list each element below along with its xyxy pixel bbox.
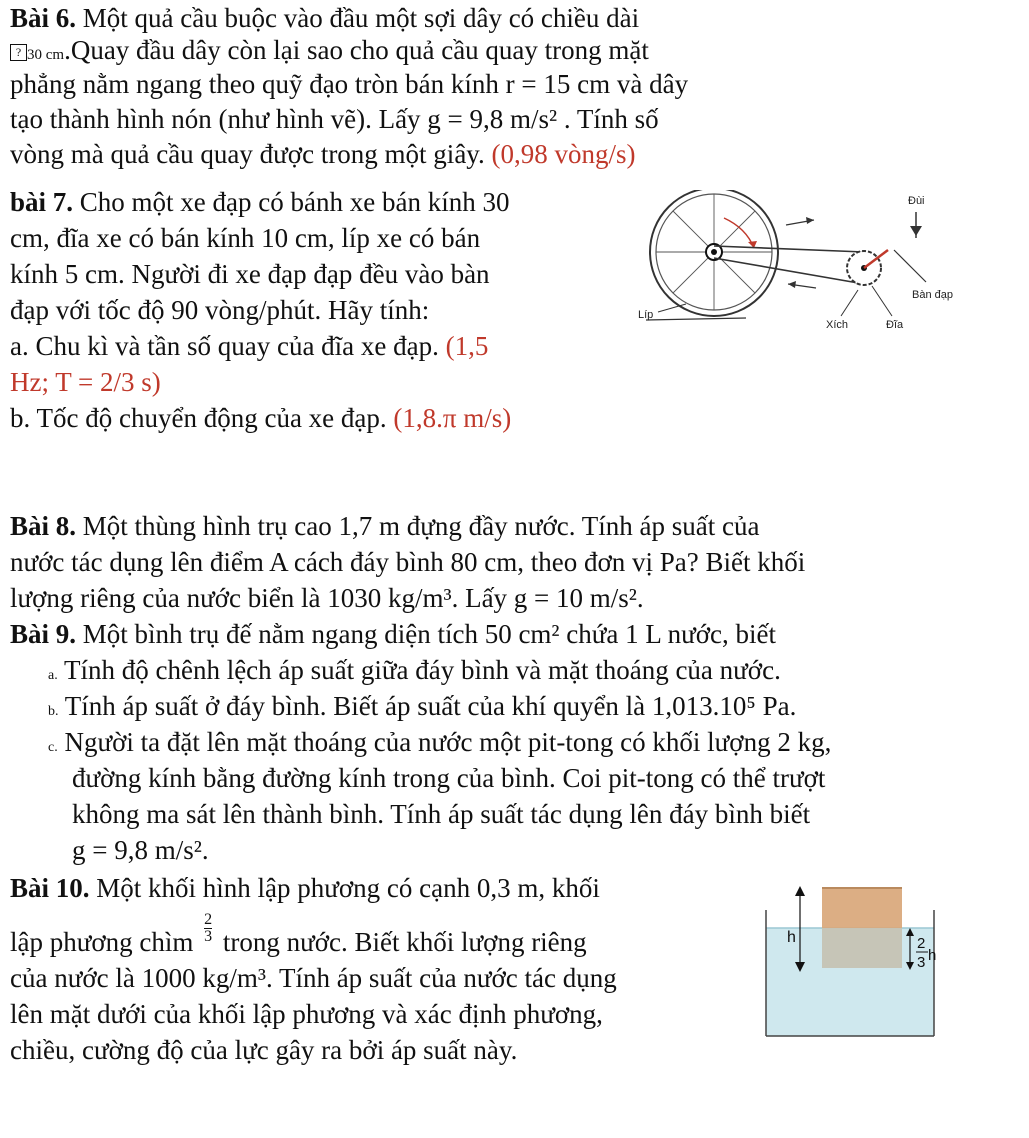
b9-line-c4: g = 9,8 m/s². bbox=[72, 835, 209, 865]
arrow-up-icon bbox=[795, 886, 805, 896]
label-h: h bbox=[787, 929, 796, 946]
b10-title: Bài 10. bbox=[10, 873, 90, 903]
b9-line1 bbox=[10, 618, 776, 651]
b9-text-c1: Người ta đặt lên mặt thoáng của nước một pit-tong có khối lượng 2 kg, bbox=[57, 727, 832, 757]
b8-line1 bbox=[10, 510, 759, 543]
b9-mark-b: b. bbox=[48, 704, 59, 719]
b7-answer-a-2: Hz; T = 2/3 s) bbox=[10, 367, 161, 397]
frame-line bbox=[646, 318, 746, 320]
chain-top bbox=[714, 246, 864, 252]
b10-line1 bbox=[10, 872, 600, 905]
b8-line2: nước tác dụng lên điểm A cách đáy bình 80 cm, theo đơn vị Pa? Biết khối bbox=[10, 547, 806, 577]
b9-title: Bài 9. bbox=[10, 619, 77, 649]
b9-mark-c: c. bbox=[48, 740, 58, 755]
b7-line2: cm, đĩa xe có bán kính 10 cm, líp xe có bán bbox=[10, 223, 481, 253]
b10-text-2a: lập phương chìm bbox=[10, 927, 201, 957]
b7-line-b bbox=[10, 402, 511, 435]
b10-line4: lên mặt dưới của khối lập phương và xác định phương, bbox=[10, 999, 603, 1029]
b6-answer: (0,98 vòng/s) bbox=[491, 139, 636, 169]
b10-line5: chiều, cường độ của lực gây ra bởi áp suất này. bbox=[10, 1035, 518, 1065]
b7-line4: đạp với tốc độ 90 vòng/phút. Hãy tính: bbox=[10, 295, 430, 325]
label-frac-h: h bbox=[928, 947, 937, 964]
b6-text-2: .Quay đầu dây còn lại sao cho quả cầu quay trong mặt bbox=[64, 35, 649, 65]
down-arrow-icon bbox=[910, 226, 922, 236]
b8-line3: lượng riêng của nước biển là 1030 kg/m³. Lấy g = 10 m/s². bbox=[10, 583, 644, 613]
b7-text-1: Cho một xe đạp có bánh xe bán kính 30 bbox=[73, 187, 510, 217]
b10-text-2b: trong nước. Biết khối lượng riêng bbox=[216, 927, 587, 957]
b8-text-1: Một thùng hình trụ cao 1,7 m đựng đầy nước. Tính áp suất của bbox=[76, 511, 760, 541]
b7-answer-a-1: (1,5 bbox=[445, 331, 489, 361]
b10-line3: của nước là 1000 kg/m³. Tính áp suất của nước tác dụng bbox=[10, 963, 617, 993]
b6-text-5: vòng mà quả cầu quay được trong một giây. bbox=[10, 139, 492, 169]
b6-line3: phẳng nằm ngang theo quỹ đạo tròn bán kính r = 15 cm và dây bbox=[10, 69, 689, 99]
frac-num: 2 bbox=[204, 911, 213, 929]
b9-line-c3: không ma sát lên thành bình. Tính áp suất tác dụng lên đáy bình biết bbox=[72, 799, 811, 829]
b7-line1 bbox=[10, 186, 509, 219]
b9-line-b bbox=[48, 690, 796, 728]
b6-title: Bài 6. bbox=[10, 3, 77, 33]
pedal-arrow bbox=[894, 250, 926, 282]
label-frac-num: 2 bbox=[917, 935, 926, 952]
label-frac-den: 3 bbox=[917, 954, 926, 971]
b9-text-a: Tính độ chênh lệch áp suất giữa đáy bình và mặt thoáng của nước. bbox=[57, 655, 781, 685]
b7-answer-b: (1,8.π m/s) bbox=[393, 403, 512, 433]
b6-line4: tạo thành hình nón (như hình vẽ). Lấy g = 9,8 m/s² . Tính số bbox=[10, 104, 659, 134]
label-pedal: Bàn đạp bbox=[912, 289, 953, 301]
b9-line-a bbox=[48, 654, 781, 692]
b7-question-a: a. Chu kì và tần số quay của đĩa xe đạp. bbox=[10, 331, 446, 361]
b7-title: bài 7. bbox=[10, 187, 74, 217]
b9-text-1: Một bình trụ đế nằm ngang diện tích 50 cm² chứa 1 L nước, biết bbox=[76, 619, 776, 649]
b10-text-1: Một khối hình lập phương có cạnh 0,3 m, khối bbox=[89, 873, 600, 903]
b7-line-a bbox=[10, 330, 488, 363]
b6-line1 bbox=[10, 2, 639, 35]
b6-text-1: Một quả cầu buộc vào đầu một sợi dây có chiều dài bbox=[76, 3, 640, 33]
b7-question-b: b. Tốc độ chuyển động của xe đạp. bbox=[10, 403, 394, 433]
b9-line-c2: đường kính bằng đường kính trong của bình. Coi pit-tong có thể trượt bbox=[72, 763, 826, 793]
label-sprocket: Líp bbox=[638, 309, 654, 321]
label-chain: Xích bbox=[826, 319, 849, 331]
b6-length-label: 30 cm bbox=[27, 47, 65, 63]
b9-line-c bbox=[48, 726, 831, 764]
fraction-two-thirds bbox=[204, 912, 212, 945]
label-seat: Đùi bbox=[908, 195, 925, 207]
b8-title: Bài 8. bbox=[10, 511, 77, 541]
b9-text-b: Tính áp suất ở đáy bình. Biết áp suất của khí quyển là 1,013.10⁵ Pa. bbox=[58, 691, 797, 721]
bicycle-diagram bbox=[636, 190, 976, 340]
chain-bottom bbox=[714, 258, 864, 284]
formula-icon: ? bbox=[10, 44, 27, 61]
b7-line3: kính 5 cm. Người đi xe đạp đạp đều vào bàn bbox=[10, 259, 490, 289]
label-chainring: Đĩa bbox=[886, 319, 904, 331]
b6-line2 bbox=[10, 34, 649, 72]
b6-line5 bbox=[10, 138, 636, 171]
frac-den: 3 bbox=[204, 928, 213, 946]
b10-line2 bbox=[10, 911, 587, 961]
b9-mark-a: a. bbox=[48, 668, 58, 683]
cube-water-diagram bbox=[760, 870, 940, 1050]
